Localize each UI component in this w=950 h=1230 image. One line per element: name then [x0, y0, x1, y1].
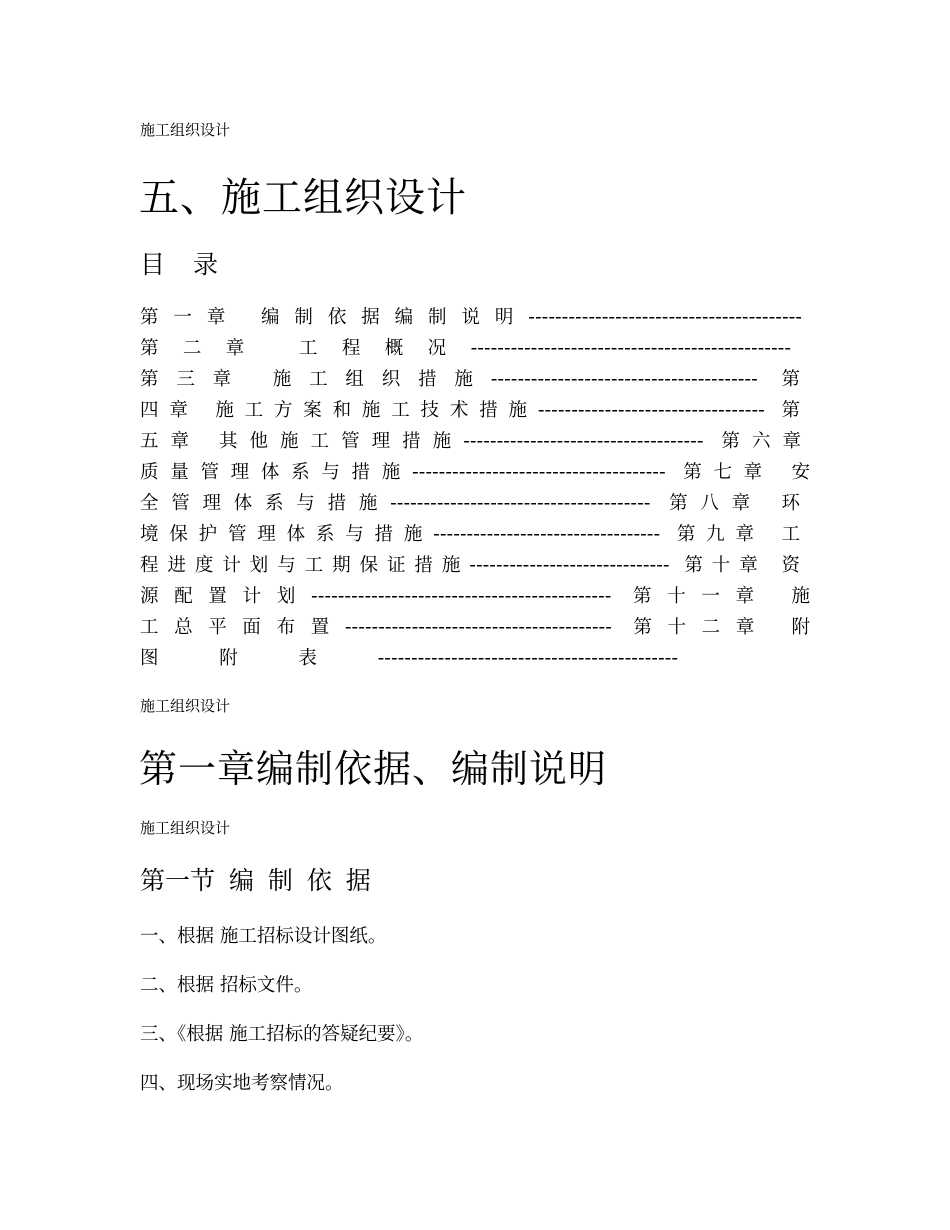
toc-line: 四章 施工方案和施工技术措施---------------------------------- 第	[140, 400, 800, 421]
toc-line: 第一章 编制依据编制说明-----------------------------------------	[140, 307, 802, 328]
running-header: 施工组织设计	[140, 121, 231, 139]
toc-line: 工总平面布置---------------------------------------- 第十二章 附	[140, 617, 810, 638]
list-item: 二、根据 招标文件。	[140, 975, 313, 996]
list-item: 三、《根据 施工招标的答疑纪要》。	[140, 1024, 424, 1045]
section-title: 第一节 编 制 依 据	[140, 866, 371, 895]
toc-line: 全管理体系与措施--------------------------------------- 第八章 环	[140, 493, 800, 514]
list-item: 一、根据 施工招标设计图纸。	[140, 926, 387, 947]
toc-line: 源配置计划--------------------------------------------- 第十一章 施	[140, 586, 810, 607]
toc-line: 境保护管理体系与措施---------------------------------- 第九章 工	[140, 524, 800, 545]
toc-line: 五章 其他施工管理措施------------------------------------ 第六章	[140, 431, 801, 452]
running-header: 施工组织设计	[140, 819, 231, 837]
toc-line: 程进度计划与工期保证措施------------------------------ 第十章 资	[140, 555, 800, 576]
toc-line: 第二章 工程概况------------------------------------------------	[140, 338, 791, 359]
toc-line: 图附表---------------------------------------------	[140, 648, 678, 669]
toc-line: 第三章 施工组织措施---------------------------------------- 第	[140, 369, 800, 390]
toc-title: 目 录	[140, 250, 228, 279]
list-item: 四、现场实地考察情况。	[140, 1073, 344, 1094]
toc-line: 质量管理体系与措施-------------------------------------- 第七章 安	[140, 462, 810, 483]
running-header: 施工组织设计	[140, 697, 231, 715]
chapter-title: 第一章编制依据、编制说明	[139, 747, 608, 791]
main-title: 五、施工组织设计	[139, 175, 467, 221]
